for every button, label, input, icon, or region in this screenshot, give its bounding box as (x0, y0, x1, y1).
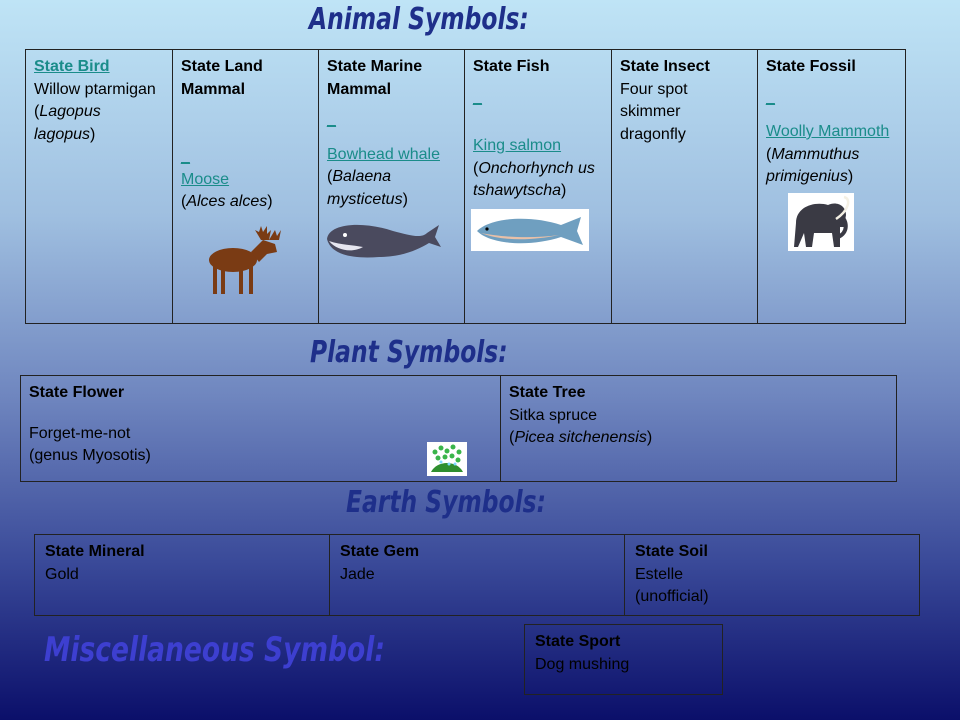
state-fish-label: State Fish (473, 58, 550, 75)
state-gem-cell (330, 535, 625, 616)
state-gem-label: State Gem (340, 543, 420, 560)
state-mineral-cell (35, 535, 330, 616)
earth-symbols-table (34, 534, 920, 616)
state-sport-label: State Sport (535, 633, 621, 650)
state-flower-label: State Flower (29, 384, 125, 401)
whale-icon (323, 217, 443, 267)
state-soil-note: (unofficial) (635, 588, 709, 605)
state-insect-cell (612, 50, 758, 324)
state-insect-label: State Insect (620, 58, 710, 75)
state-soil-label: State Soil (635, 543, 708, 560)
plant-symbols-heading: Plant Symbols: (310, 335, 508, 370)
state-flower-cell (21, 376, 501, 482)
state-mineral-label: State Mineral (45, 543, 145, 560)
animal-symbols-table (25, 49, 906, 324)
state-gem-value: Jade (340, 565, 375, 583)
bowhead-whale-link[interactable]: Bowhead whale (327, 145, 440, 163)
moose-scientific: Alces alces (186, 193, 268, 210)
state-soil-value: Estelle (635, 565, 684, 583)
salmon-icon (471, 209, 589, 251)
state-fossil-label: State Fossil (766, 58, 856, 75)
state-tree-label: State Tree (509, 384, 586, 401)
state-soil-cell (625, 535, 920, 616)
salmon-underscore-link[interactable]: _ (473, 88, 482, 106)
state-tree-scientific: Picea sitchenensis (514, 429, 647, 446)
animal-symbols-heading: Animal Symbols: (309, 2, 529, 37)
moose-link[interactable]: Moose (181, 170, 230, 188)
state-tree-cell: State Tree Sitka spruce (Picea sitchenensis) (501, 376, 897, 482)
state-land-mammal-cell: State Land Mammal _ Moose (Alces alces) (173, 50, 319, 324)
mammoth-scientific: Mammuthus primigenius (766, 145, 860, 185)
plant-symbols-table (20, 375, 897, 482)
mammoth-underscore-link[interactable]: _ (766, 88, 775, 106)
state-bird-scientific: Lagopus lagopus (34, 103, 101, 143)
whale-scientific: Balaena mysticetus (327, 168, 403, 208)
earth-symbols-heading: Earth Symbols: (346, 485, 546, 520)
state-fossil-cell: State Fossil _ Woolly Mammoth (Mammuthus primigenius) (758, 50, 906, 324)
state-sport-value: Dog mushing (535, 655, 630, 673)
state-fish-cell: State Fish _ King salmon (Onchorhynch us tshawytscha) (465, 50, 612, 324)
state-flower-name: Forget-me-not (29, 424, 131, 442)
state-land-mammal-label: State Land Mammal (181, 58, 263, 98)
misc-symbol-heading: Miscellaneous Symbol: (44, 630, 385, 670)
state-insect-name: Four spot skimmer dragonfly (620, 80, 688, 143)
woolly-mammoth-link[interactable]: Woolly Mammoth (766, 123, 890, 140)
state-bird-name: Willow ptarmigan (34, 80, 156, 98)
mammoth-icon (788, 193, 854, 251)
state-sport-cell (525, 625, 723, 695)
state-marine-mammal-label: State Marine Mammal (327, 58, 423, 98)
king-salmon-link[interactable]: King salmon (473, 137, 562, 154)
moose-icon (195, 222, 285, 302)
misc-symbols-table (524, 624, 723, 695)
state-bird-cell: State Bird Willow ptarmigan (Lagopus lagopus) (26, 50, 173, 324)
state-tree-name: Sitka spruce (509, 406, 598, 424)
state-flower-genus: (genus Myosotis) (29, 447, 151, 464)
flower-icon (427, 442, 467, 476)
salmon-scientific: Onchorhynch us tshawytscha (473, 159, 595, 199)
whale-underscore-link[interactable]: _ (327, 111, 336, 128)
state-bird-link[interactable]: State Bird (34, 58, 110, 75)
state-marine-mammal-cell: State Marine Mammal _ Bowhead whale (Balaena mysticetus) (319, 50, 465, 324)
state-mineral-value: Gold (45, 565, 79, 583)
moose-underscore-link[interactable]: _ (181, 148, 190, 165)
